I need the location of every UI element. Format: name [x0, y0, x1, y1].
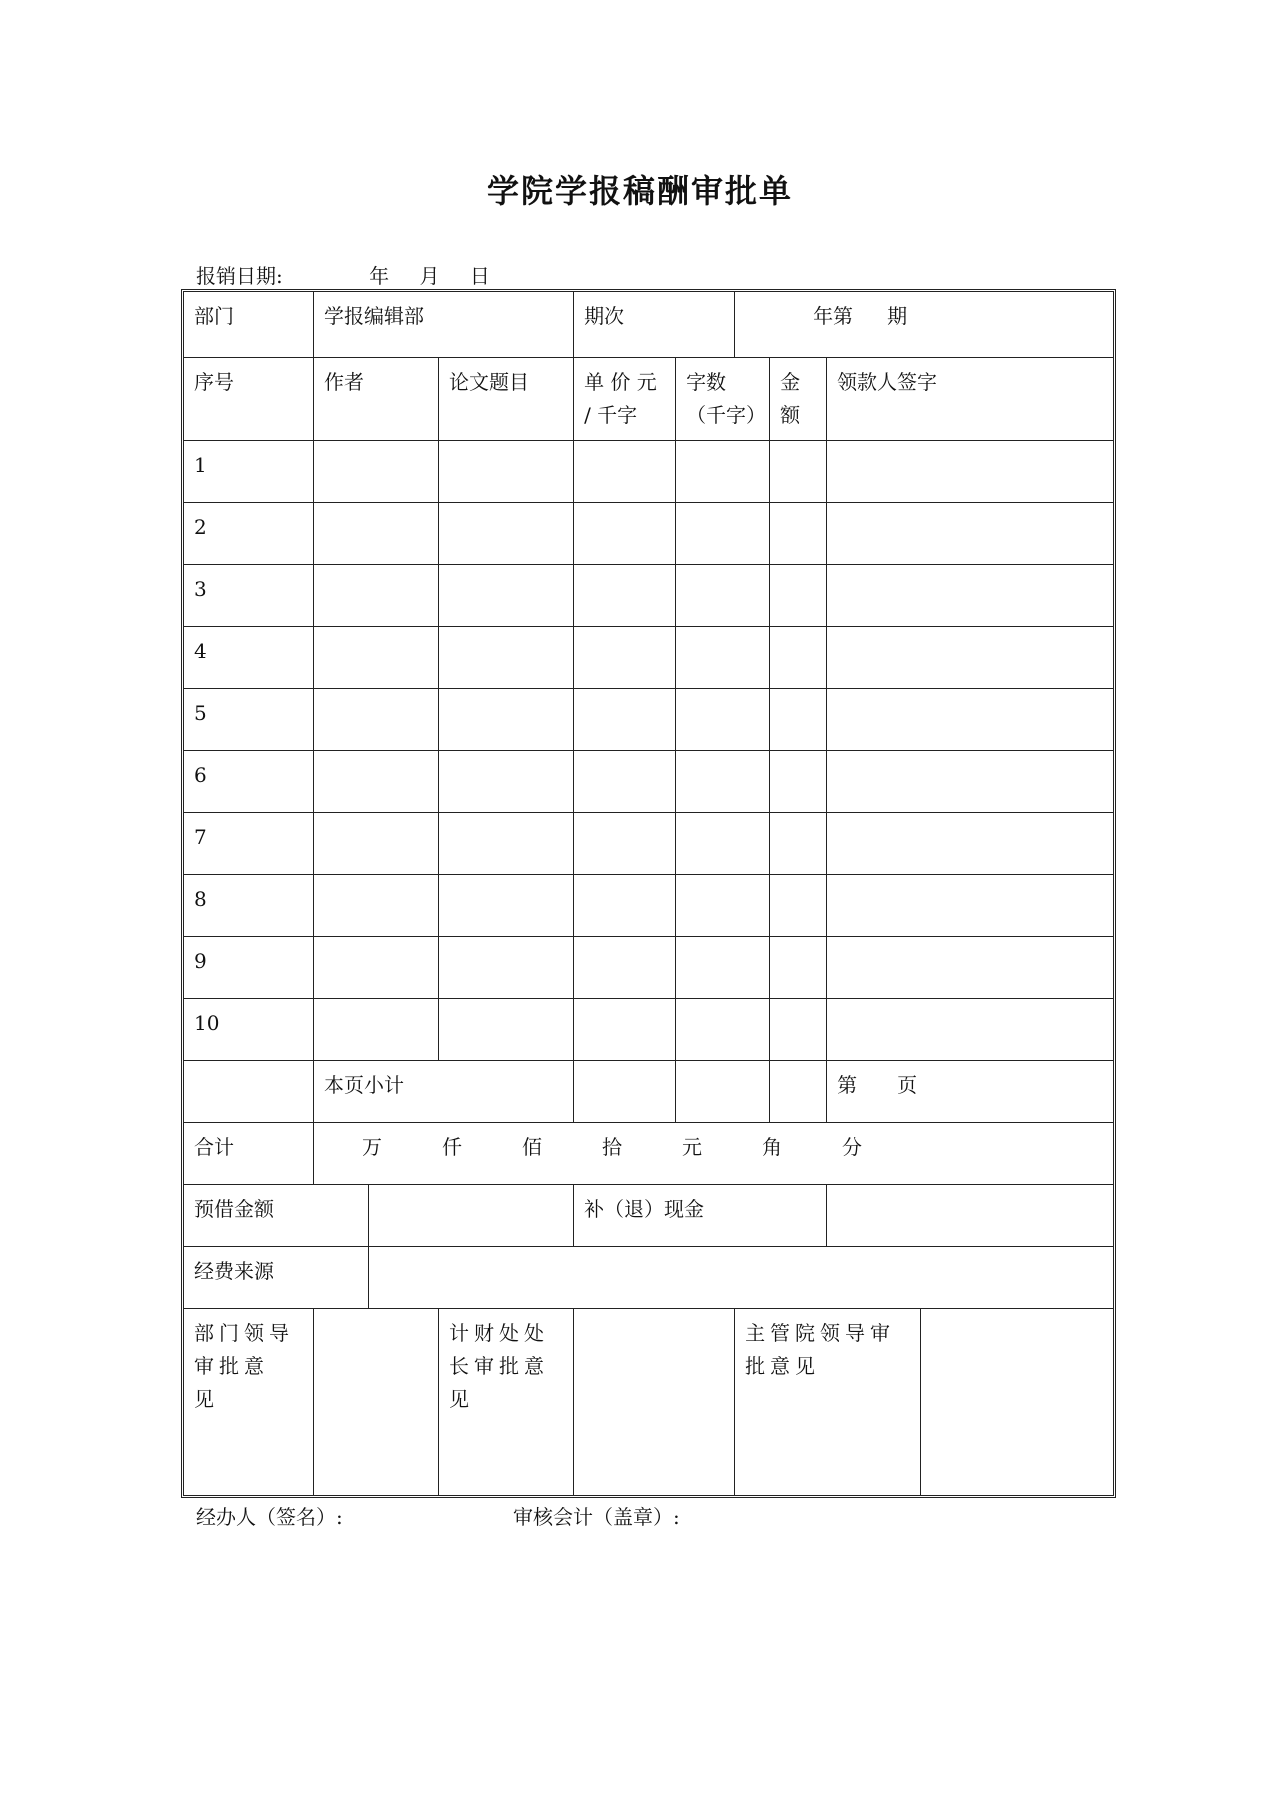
header-author: 作者	[314, 358, 439, 441]
row-author[interactable]	[314, 751, 439, 813]
row-word-count[interactable]	[676, 751, 770, 813]
row-word-count[interactable]	[676, 813, 770, 875]
row-unit-price[interactable]	[574, 441, 676, 503]
subtotal-empty-cell	[184, 1061, 314, 1123]
row-seq: 7	[184, 813, 314, 875]
date-day: 日	[469, 264, 490, 288]
row-unit-price[interactable]	[574, 627, 676, 689]
row-amount[interactable]	[770, 937, 827, 999]
row-paper-title[interactable]	[439, 627, 574, 689]
table-row	[184, 813, 1114, 875]
table-row	[184, 875, 1114, 937]
row-paper-title[interactable]	[439, 441, 574, 503]
row-seq: 4	[184, 627, 314, 689]
source-label-cell: 经费来源	[184, 1247, 369, 1309]
row-seq: 10	[184, 999, 314, 1061]
row-author[interactable]	[314, 441, 439, 503]
subtotal-word-count-cell[interactable]	[676, 1061, 770, 1123]
row-amount[interactable]	[770, 999, 827, 1061]
row-amount[interactable]	[770, 813, 827, 875]
total-amount-cell[interactable]	[314, 1123, 1114, 1185]
row-seq: 6	[184, 751, 314, 813]
total-label-cell: 合计	[184, 1123, 314, 1185]
page-title: 学院学报稿酬审批单	[486, 172, 793, 210]
row-payee-sign[interactable]	[827, 689, 1114, 751]
table-row	[184, 627, 1114, 689]
row-amount[interactable]	[770, 627, 827, 689]
issue-label-cell: 期次	[574, 292, 735, 358]
row-seq: 8	[184, 875, 314, 937]
row-unit-price[interactable]	[574, 689, 676, 751]
row-unit-price[interactable]	[574, 813, 676, 875]
reimbursement-date-line	[196, 260, 490, 289]
dept-value-cell[interactable]: 学报编辑部	[314, 292, 574, 358]
college-leader-label-cell: 主管院领导审批意见	[735, 1309, 921, 1496]
row-unit-price[interactable]	[574, 937, 676, 999]
table-row	[184, 937, 1114, 999]
refund-label-cell: 补（退）现金	[574, 1185, 827, 1247]
row-unit-price[interactable]	[574, 751, 676, 813]
advance-label-cell: 预借金额	[184, 1185, 369, 1247]
row-paper-title[interactable]	[439, 999, 574, 1061]
advance-value-cell[interactable]	[369, 1185, 574, 1247]
row-payee-sign[interactable]	[827, 503, 1114, 565]
row-paper-title[interactable]	[439, 875, 574, 937]
finance-head-opinion-cell[interactable]	[574, 1309, 735, 1496]
row-author[interactable]	[314, 875, 439, 937]
row-author[interactable]	[314, 937, 439, 999]
header-unit-price: 单 价 元 / 千字	[574, 358, 676, 441]
row-payee-sign[interactable]	[827, 813, 1114, 875]
subtotal-amount-cell[interactable]	[770, 1061, 827, 1123]
dept-label-cell: 部门	[184, 292, 314, 358]
row-seq: 9	[184, 937, 314, 999]
unit-bai: 佰	[522, 1135, 542, 1159]
row-seq: 2	[184, 503, 314, 565]
row-word-count[interactable]	[676, 999, 770, 1061]
page-number-cell[interactable]: 第 页	[827, 1061, 1114, 1123]
header-paper-title: 论文题目	[439, 358, 574, 441]
row-amount[interactable]	[770, 565, 827, 627]
table-row	[184, 503, 1114, 565]
refund-value-cell[interactable]	[827, 1185, 1114, 1247]
row-amount[interactable]	[770, 875, 827, 937]
row-paper-title[interactable]	[439, 937, 574, 999]
header-payee-sign: 领款人签字	[827, 358, 1114, 441]
handler-signature-label: 经办人（签名）:	[196, 1505, 343, 1529]
row-paper-title[interactable]	[439, 565, 574, 627]
header-amount: 金额	[770, 358, 827, 441]
source-value-cell[interactable]	[369, 1247, 1114, 1309]
row-payee-sign[interactable]	[827, 751, 1114, 813]
row-author[interactable]	[314, 503, 439, 565]
date-month: 月	[419, 264, 440, 288]
row-word-count[interactable]	[676, 441, 770, 503]
college-leader-opinion-cell[interactable]	[921, 1309, 1114, 1496]
auditor-seal-label: 审核会计（盖章）:	[513, 1505, 680, 1529]
unit-yuan: 元	[682, 1135, 702, 1159]
row-payee-sign[interactable]	[827, 441, 1114, 503]
unit-shi: 拾	[602, 1135, 622, 1159]
issue-value-cell[interactable]: 年第 期	[735, 292, 1114, 358]
row-amount[interactable]	[770, 441, 827, 503]
date-year: 年	[369, 264, 390, 288]
row-author[interactable]	[314, 565, 439, 627]
dept-leader-opinion-cell[interactable]	[314, 1309, 439, 1496]
date-label: 报销日期:	[196, 264, 283, 288]
row-author[interactable]	[314, 627, 439, 689]
row-unit-price[interactable]	[574, 875, 676, 937]
row-unit-price[interactable]	[574, 565, 676, 627]
row-word-count[interactable]	[676, 937, 770, 999]
table-row	[184, 751, 1114, 813]
row-payee-sign[interactable]	[827, 627, 1114, 689]
row-payee-sign[interactable]	[827, 565, 1114, 627]
unit-jiao: 角	[762, 1135, 782, 1159]
header-seq: 序号	[184, 358, 314, 441]
row-seq: 3	[184, 565, 314, 627]
row-paper-title[interactable]	[439, 813, 574, 875]
table-row	[184, 565, 1114, 627]
table-row	[184, 689, 1114, 751]
subtotal-label-cell: 本页小计	[314, 1061, 574, 1123]
row-seq: 1	[184, 441, 314, 503]
row-word-count[interactable]	[676, 503, 770, 565]
row-author[interactable]	[314, 689, 439, 751]
header-word-count: 字数（千字）	[676, 358, 770, 441]
table-row	[184, 441, 1114, 503]
row-paper-title[interactable]	[439, 503, 574, 565]
row-payee-sign[interactable]	[827, 875, 1114, 937]
row-word-count[interactable]	[676, 627, 770, 689]
row-word-count[interactable]	[676, 875, 770, 937]
row-unit-price[interactable]	[574, 999, 676, 1061]
row-unit-price[interactable]	[574, 503, 676, 565]
row-word-count[interactable]	[676, 689, 770, 751]
dept-leader-label-cell: 部门领导审批意 见	[184, 1309, 314, 1496]
row-author[interactable]	[314, 813, 439, 875]
finance-head-label-cell: 计财处处长审批意见	[439, 1309, 574, 1496]
unit-fen: 分	[842, 1135, 862, 1159]
row-amount[interactable]	[770, 689, 827, 751]
row-amount[interactable]	[770, 503, 827, 565]
table-row	[184, 999, 1114, 1061]
row-seq: 5	[184, 689, 314, 751]
row-paper-title[interactable]	[439, 689, 574, 751]
row-word-count[interactable]	[676, 565, 770, 627]
row-paper-title[interactable]	[439, 751, 574, 813]
row-payee-sign[interactable]	[827, 937, 1114, 999]
row-author[interactable]	[314, 999, 439, 1061]
unit-qian: 仟	[442, 1135, 462, 1159]
row-amount[interactable]	[770, 751, 827, 813]
row-payee-sign[interactable]	[827, 999, 1114, 1061]
royalty-approval-table	[183, 291, 1114, 1496]
subtotal-unit-price-cell[interactable]	[574, 1061, 676, 1123]
unit-wan: 万	[362, 1135, 382, 1159]
